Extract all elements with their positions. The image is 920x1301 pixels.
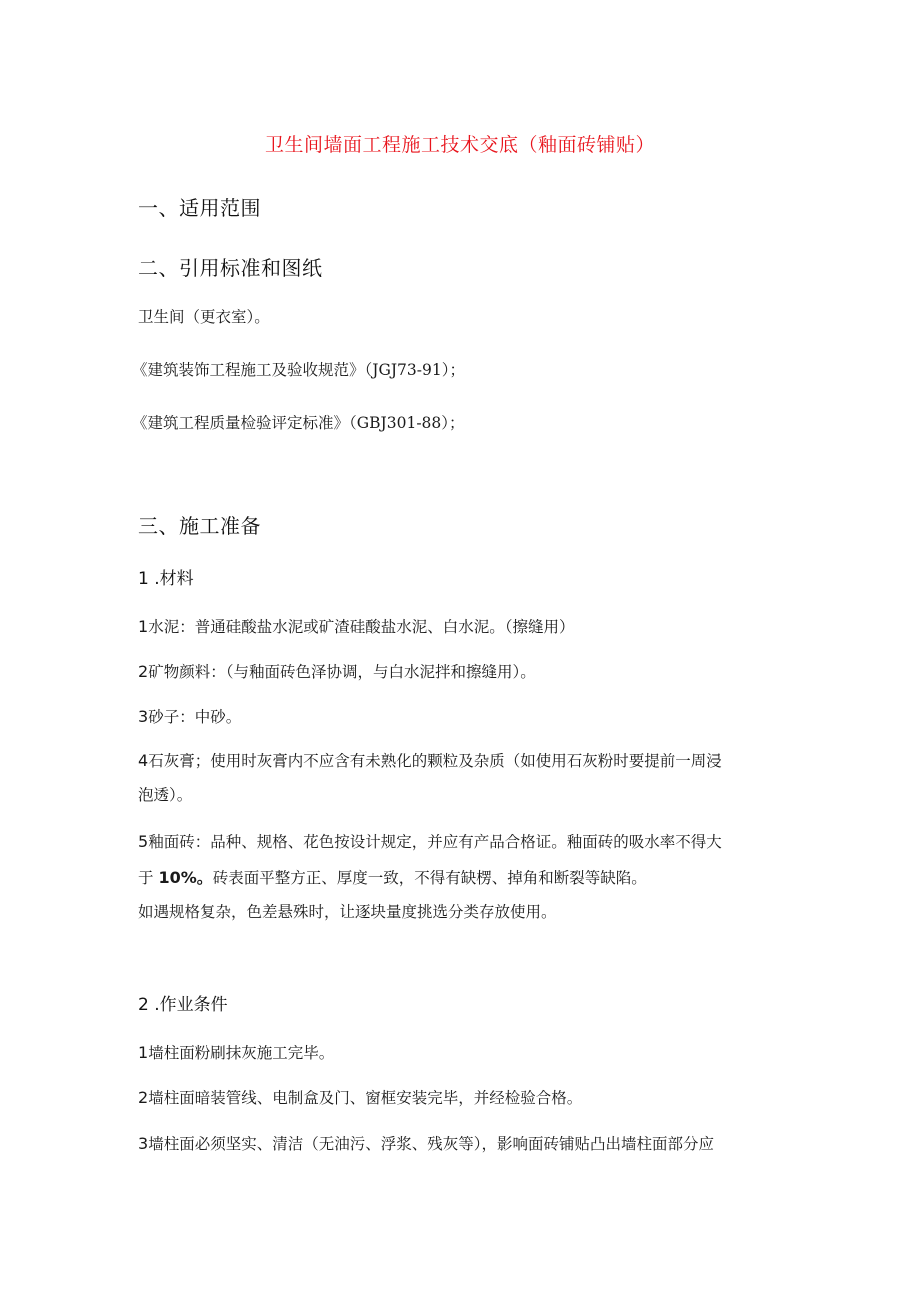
list-item [138, 826, 788, 858]
section-heading-preparation: 三、施工准备 [138, 514, 261, 538]
list-item [138, 1128, 788, 1160]
item-text: 墙柱面粉刷抹灰施工完毕。 [148, 1044, 335, 1062]
item-text: 墙柱面暗装管线、电制盒及门、窗框安装完毕，并经检验合格。 [148, 1089, 583, 1107]
list-item [138, 1082, 788, 1114]
list-item [138, 1037, 788, 1069]
item-number: 2 [138, 662, 149, 681]
item-number: 1 [138, 1043, 149, 1062]
subsection-heading-conditions: 2 .作业条件 [138, 995, 228, 1015]
document-title: 卫生间墙面工程施工技术交底（釉面砖铺贴） [264, 134, 655, 156]
list-item [138, 611, 788, 643]
list-item-continuation [138, 862, 788, 894]
item-text: 矿物颜料：（与釉面砖色泽协调，与白水泥拌和擦缝用）。 [148, 663, 536, 681]
list-item [138, 701, 788, 733]
item-text: 石灰膏；使用时灰膏内不应含有未熟化的颗粒及杂质（如使用石灰粉时要提前一周浸 [148, 752, 722, 770]
reference-line: 卫生间（更衣室）。 [138, 308, 270, 326]
list-item-continuation: 泡透）。 [138, 786, 193, 804]
item-number: 2 [138, 1088, 149, 1107]
section-heading-references: 二、引用标准和图纸 [138, 256, 323, 280]
item-number: 4 [138, 751, 149, 770]
subsection-heading-materials: 1 .材料 [138, 569, 194, 589]
item-text: 水泥：普通硅酸盐水泥或矿渣硅酸盐水泥、白水泥。（擦缝用） [148, 618, 575, 636]
reference-line: 《建筑装饰工程施工及验收规范》（JGJ73-91）； [132, 361, 465, 379]
continuation-prefix: 于 [138, 869, 159, 887]
section-heading-scope: 一、适用范围 [138, 196, 261, 220]
continuation-text: 砖表面平整方正、厚度一致，不得有缺楞、掉角和断裂等缺陷。 [212, 869, 647, 887]
item-text: 墙柱面必须坚实、清洁（无油污、浮浆、残灰等），影响面砖铺贴凸出墙柱面部分应 [148, 1135, 714, 1153]
item-number: 3 [138, 707, 149, 726]
list-item [138, 656, 788, 688]
item-number: 3 [138, 1134, 149, 1153]
item-number: 1 [138, 617, 149, 636]
absorption-rate: 10%。 [158, 868, 213, 887]
reference-line: 《建筑工程质量检验评定标准》（GBJ301-88）； [132, 414, 465, 432]
item-text: 釉面砖：品种、规格、花色按设计规定，并应有产品合格证。釉面砖的吸水率不得大 [148, 833, 722, 851]
list-item [138, 745, 788, 777]
item-text: 砂子：中砂。 [148, 708, 242, 726]
item-number: 5 [138, 832, 149, 851]
paragraph-line: 如遇规格复杂，色差悬殊时，让逐块量度挑选分类存放使用。 [138, 903, 557, 921]
